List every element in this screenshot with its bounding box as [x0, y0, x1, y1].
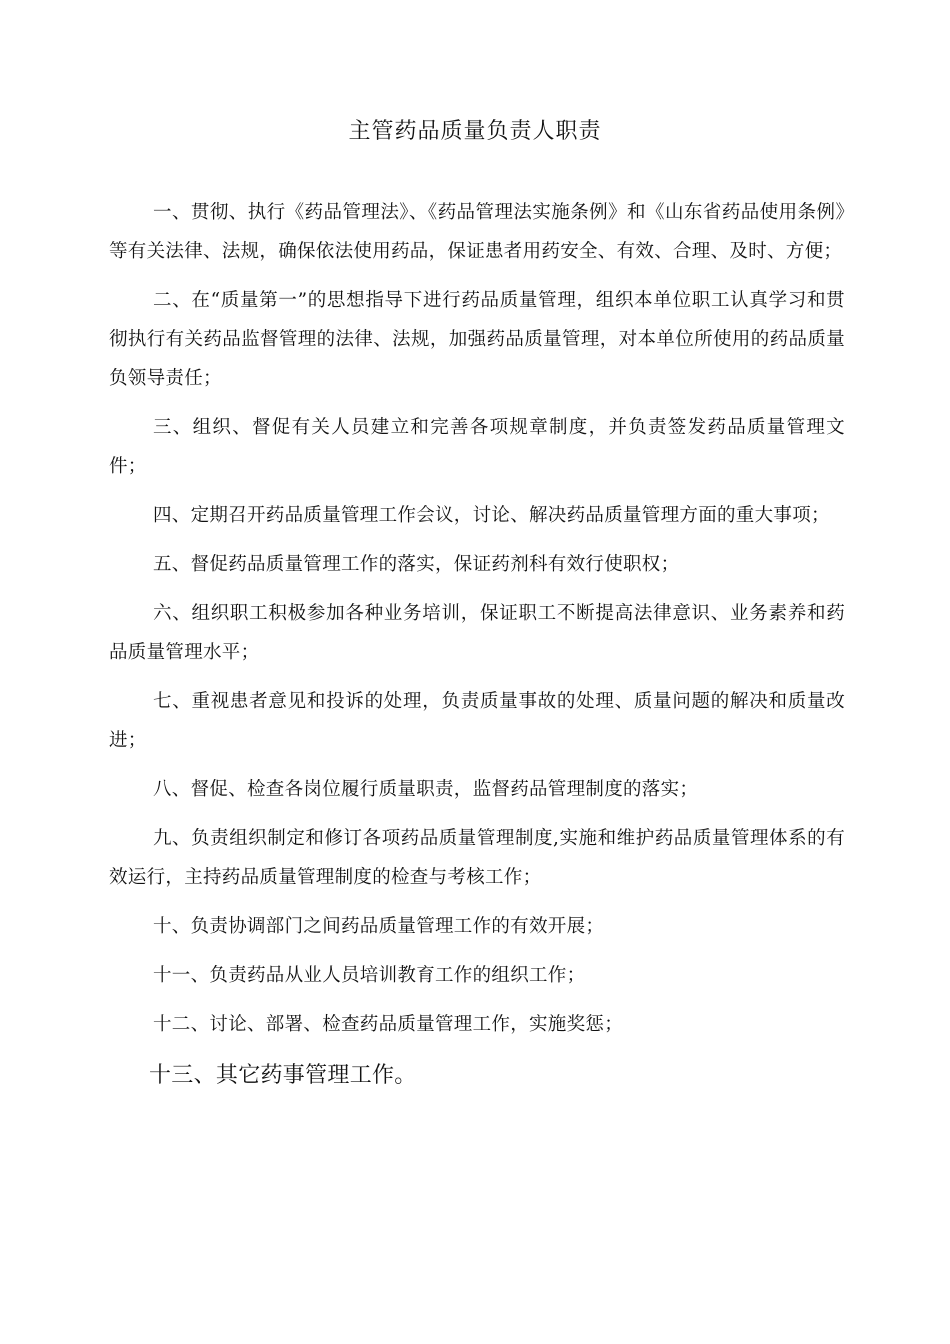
paragraph-7: 七、重视患者意见和投诉的处理，负责质量事故的处理、质量问题的解决和质量改进； [109, 691, 845, 751]
paragraph-10: 十、负责协调部门之间药品质量管理工作的有效开展； [153, 916, 605, 937]
paragraph-11: 十一、负责药品从业人员培训教育工作的组织工作； [153, 965, 586, 986]
paragraph-12: 十二、讨论、部署、检查药品质量管理工作，实施奖惩； [153, 1014, 624, 1035]
paragraph-5: 五、督促药品质量管理工作的落实，保证药剂科有效行使职权； [153, 554, 680, 575]
paragraph-13: 十三、其它药事管理工作。 [149, 1063, 417, 1088]
document-body [109, 193, 845, 1108]
paragraph-3: 三、组织、督促有关人员建立和完善各项规章制度，并负责签发药品质量管理文件； [109, 417, 845, 477]
paragraph-4: 四、定期召开药品质量管理工作会议，讨论、解决药品质量管理方面的重大事项； [153, 505, 830, 526]
paragraph-2: 二、在“质量第一”的思想指导下进行药品质量管理，组织本单位职工认真学习和贯彻执行有关药品监督管理的法律、法规，加强药品质量管理，对本单位所使用的药品质量负领导责任； [109, 290, 845, 389]
paragraph-9: 九、负责组织制定和修订各项药品质量管理制度,实施和维护药品质量管理体系的有效运行，主持药品质量管理制度的检查与考核工作； [109, 828, 845, 888]
document-title: 主管药品质量负责人职责 [348, 119, 602, 144]
paragraph-6: 六、组织职工积极参加各种业务培训，保证职工不断提高法律意识、业务素养和药品质量管理水平； [109, 603, 845, 663]
paragraph-1: 一、贯彻、执行《药品管理法》、《药品管理法实施条例》和《山东省药品使用条例》等有关法律、法规，确保依法使用药品，保证患者用药安全、有效、合理、及时、方便； [109, 202, 845, 262]
paragraph-8: 八、督促、检查各岗位履行质量职责，监督药品管理制度的落实； [153, 779, 699, 800]
